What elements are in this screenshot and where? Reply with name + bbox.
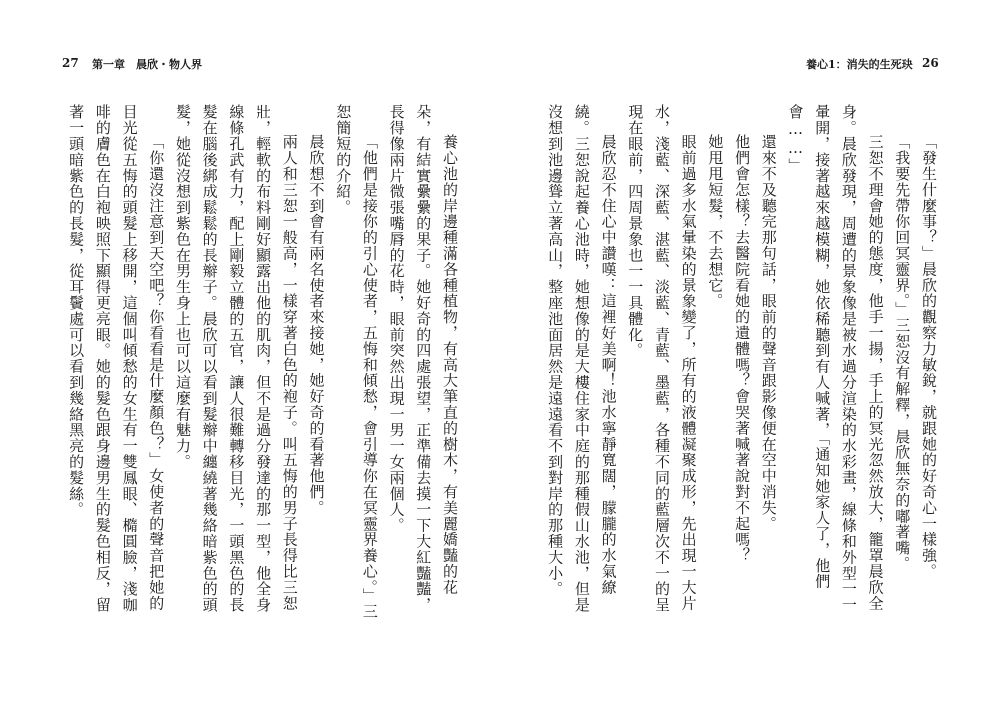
paragraph: 晨欣忍不住心中讚嘆：這裡好美啊！池水寧靜寬闊，朦朧的水氣繚繞。三恕說起養心池時，她想像的是大樓住家中庭的那種假山水池，但是沒想到池邊聳立著高山，整座池面居然是遠遠看不到對岸的那種大小。 (546, 104, 618, 613)
paragraph: 「發生什麼事？」晨欣的觀察力敏銳，就跟她的好奇心一樣強。 (920, 134, 938, 580)
paragraph: 三恕不理會她的態度，他手一揚，手上的冥光忽然放大，籠罩晨欣全身。晨欣發現，周遭的景象像是被水過分渲染的水彩畫，線條和外型一一暈開，接著越來越模糊，她依稀聽到有人喊著，「通知她家人了，他們會……」 (786, 104, 885, 613)
paragraph: 養心池的岸邊種滿各種植物，有高大筆直的樹木，有美麗嬌豔的花朵，有結實纍纍的果子。她好奇的四處張望，正準備去摸一下大紅豔豔，長得像兩片微張嘴脣的花時，眼前突然出現一男一女兩個人。 (387, 104, 459, 613)
paragraph: 她甩甩短髮，不去想它。 (706, 134, 725, 309)
right-running-head: 養心1：消失的生死玦 (806, 58, 913, 71)
paragraph: 眼前過多水氣暈染的景象變了，所有的液體凝聚成形，先出現一大片水，淺藍、深藍、湛藍、淡藍、青藍、墨藍，各種不同的藍層次不一的呈現在眼前，四周景象也一一具體化。 (626, 104, 698, 613)
right-page-body (522, 104, 942, 624)
paragraph: 還來不及聽完那句話，眼前的聲音跟影像便在空中消失。 (759, 134, 778, 532)
paragraph: 他們會怎樣？去醫院看她的遺體嗎？會哭著喊著說對不起嗎？ (733, 134, 752, 564)
left-page-body (58, 104, 463, 624)
paragraph: 晨欣想不到會有兩名使者來接她，她好奇的看著他們。 (307, 134, 326, 516)
left-running-head: 第一章 晨欣・物人界 (92, 58, 202, 71)
paragraph: 「他們是接你的引心使者，五悔和傾愁，會引導你在冥靈界養心。」三恕簡短的介紹。 (334, 104, 379, 620)
left-page-number: 27 (62, 56, 79, 70)
paragraph: 「我要先帶你回冥靈界。」三恕沒有解釋，晨欣無奈的嘟著嘴。 (893, 134, 912, 572)
right-page-number: 26 (922, 56, 939, 70)
paragraph: 「你還沒注意到天空吧？你看看是什麼顏色？」女使者的聲音把她的目光從五悔的頭髮上移開，這個叫傾愁的女生有一雙鳳眼、橢圓臉，淺咖啡的膚色在白袍映照下顯得更亮眼。她的髮色跟身邊男生的髮色相反，留著一頭暗紫色的長髮，從耳鬢處可以看到幾絡黑亮的髮絲。 (67, 104, 166, 613)
paragraph: 兩人和三恕一般高，一樣穿著白色的袍子。叫五悔的男子長得比三恕壯，輕軟的布料剛好顯露出他的肌肉，但不是過分發達的那一型，他全身線條孔武有力，配上剛毅立體的五官，讓人很難轉移目光，一頭黑色的長髮在腦後綁成鬆鬆的長辮子。晨欣可以看到髮辮中纏繞著幾絡暗紫色的頭髮，她從沒想到紫色在男生身上也可以這麼有魅力。 (173, 104, 299, 613)
